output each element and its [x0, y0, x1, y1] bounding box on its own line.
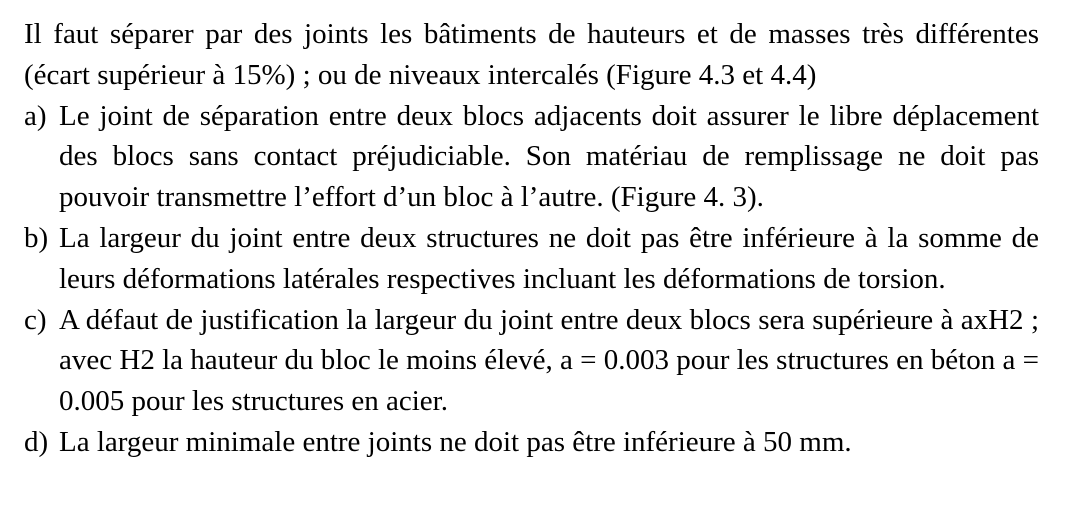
list-item-a	[24, 96, 1039, 218]
list-marker-b: b)	[24, 221, 49, 254]
list-text-d: La largeur minimale entre joints ne doit pas être inférieure à 50 mm.	[59, 425, 852, 458]
list-item-d	[24, 422, 1039, 463]
list-marker-a: a)	[24, 99, 47, 132]
list-marker-d: d)	[24, 425, 49, 458]
list-text-b: La largeur du joint entre deux structures ne doit pas être inférieure à la somme de leurs déformations latérales respectives incluant les déformations de torsion.	[59, 221, 1039, 295]
intro-paragraph: Il faut séparer par des joints les bâtiments de hauteurs et de masses très différentes (écart supérieur à 15%) ; ou de niveaux intercalés (Figure 4.3 et 4.4)	[24, 18, 1039, 91]
list-text-c: A défaut de justification la largeur du joint entre deux blocs sera supérieure à axH2 ; avec H2 la hauteur du bloc le moins élevé, a = 0.003 pour les structures en béton a = 0.005 pour les structures en acier.	[59, 303, 1039, 418]
list-text-a: Le joint de séparation entre deux blocs adjacents doit assurer le libre déplacement des blocs sans contact préjudiciable. Son matériau de remplissage ne doit pas pouvoir transmettre l’effort d’un bloc à l’autre. (Figure 4. 3).	[59, 99, 1039, 214]
list-item-c	[24, 300, 1039, 422]
document-body	[24, 14, 1039, 463]
list-marker-c: c)	[24, 303, 47, 336]
list-item-b	[24, 218, 1039, 300]
